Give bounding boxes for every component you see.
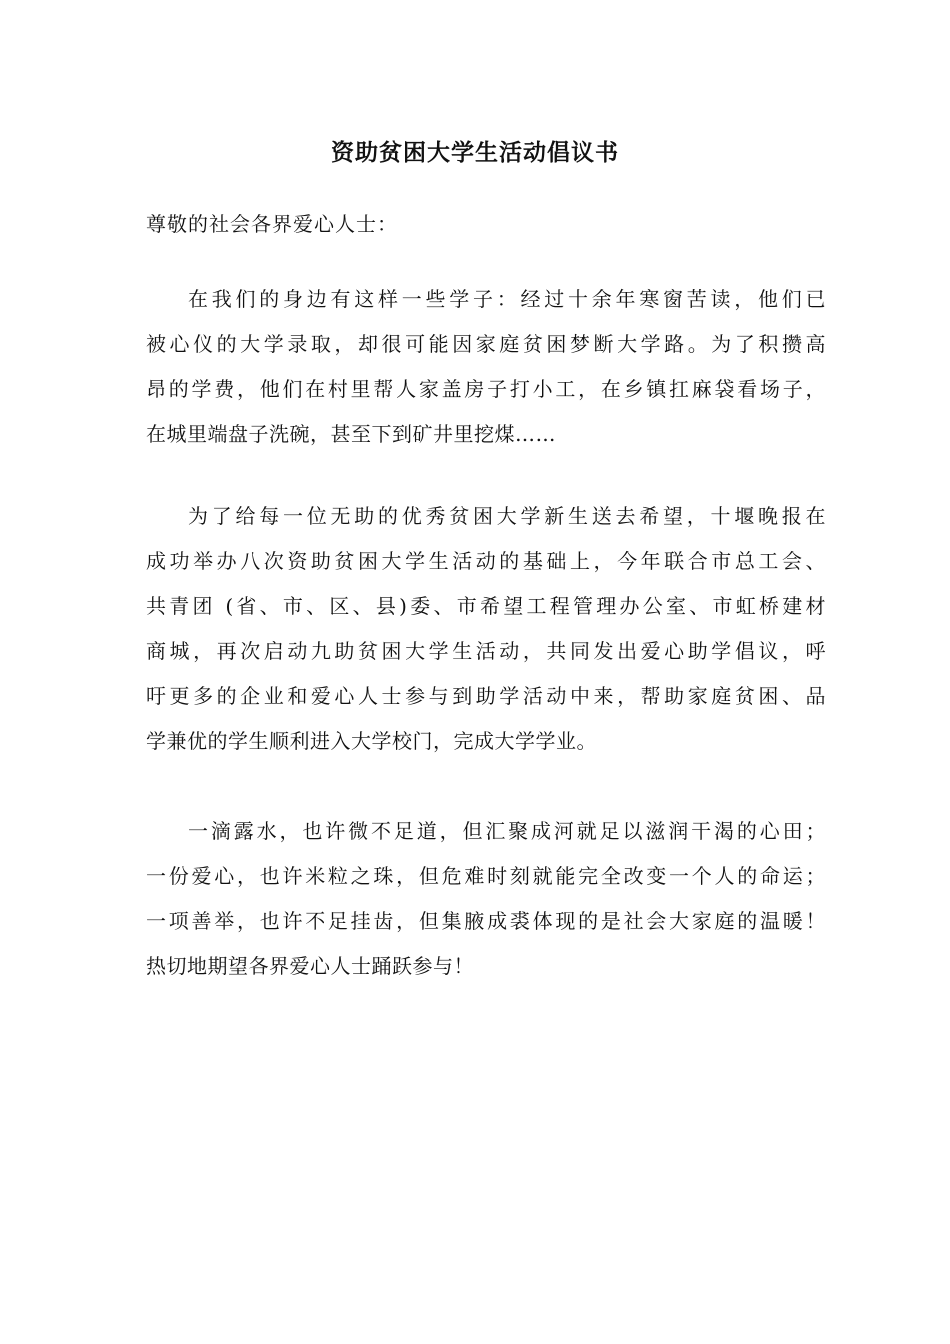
salutation: 尊敬的社会各界爱心人士： [146, 212, 398, 236]
paragraph-1 [146, 277, 826, 457]
paragraph-line: 在我们的身边有这样一些学子：经过十余年寒窗苦读，他们已 [188, 287, 826, 311]
paragraph-line: 被心仪的大学录取，却很可能因家庭贫困梦断大学路。为了积攒高 [146, 332, 826, 356]
paragraph-line: 昂的学费，他们在村里帮人家盖房子打小工，在乡镇扛麻袋看场子， [146, 377, 826, 401]
paragraph-line: 学兼优的学生顺利进入大学校门，完成大学学业。 [146, 729, 597, 753]
paragraph-line: 在城里端盘子洗碗，甚至下到矿井里挖煤…… [146, 422, 556, 446]
paragraph-line: 一份爱心，也许米粒之珠，但危难时刻就能完全改变一个人的命运； [146, 864, 826, 888]
paragraph-line: 为了给每一位无助的优秀贫困大学新生送去希望，十堰晚报在 [188, 504, 826, 528]
paragraph-line: 一滴露水，也许微不足道，但汇聚成河就足以滋润干渴的心田； [188, 819, 826, 843]
paragraph-line: 热切地期望各界爱心人士踊跃参与！ [146, 954, 474, 978]
paragraph-line: 吁更多的企业和爱心人士参与到助学活动中来，帮助家庭贫困、品 [146, 684, 826, 708]
paragraph-line: 共青团 (省、市、区、县)委、市希望工程管理办公室、市虹桥建材 [146, 594, 826, 618]
paragraph-line: 成功举办八次资助贫困大学生活动的基础上，今年联合市总工会、 [146, 549, 826, 573]
paragraph-line: 一项善举，也许不足挂齿，但集腋成裘体现的是社会大家庭的温暖！ [146, 909, 826, 933]
document-title: 资助贫困大学生活动倡议书 [331, 139, 619, 166]
paragraph-line: 商城，再次启动九助贫困大学生活动，共同发出爱心助学倡议，呼 [146, 639, 826, 663]
paragraph-3 [146, 809, 826, 989]
paragraph-2 [146, 494, 826, 764]
